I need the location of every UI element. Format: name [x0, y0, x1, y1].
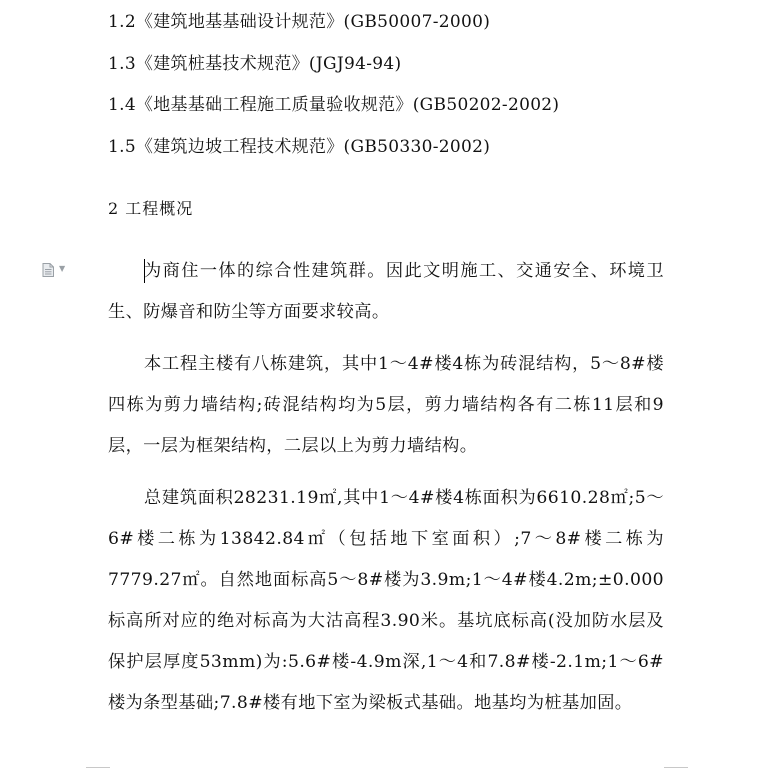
section-heading: 2 工程概况	[108, 199, 194, 218]
chevron-down-icon[interactable]: ▼	[59, 264, 66, 273]
body-paragraph: 本工程主楼有八栋建筑，其中1～4#楼4栋为砖混结构，5～8#楼四栋为剪力墙结构;砖混结构均为5层，剪力墙结构各有二栋11层和9层，一层为框架结构，二层以上为剪力墙结构。	[108, 354, 664, 456]
body-paragraph: 为商住一体的综合性建筑群。因此文明施工、交通安全、环境卫生、防爆音和防尘等方面要求较高。	[108, 261, 664, 322]
reference-item: 1.4《地基基础工程施工质量验收规范》(GB50202-2002)	[108, 95, 560, 115]
reference-item: 1.3《建筑桩基技术规范》(JGJ94-94)	[108, 54, 402, 74]
page-corner-mark	[664, 767, 688, 768]
document-icon[interactable]	[42, 263, 54, 277]
page-corner-mark	[86, 767, 110, 768]
body-paragraph: 总建筑面积28231.19㎡,其中1～4#楼4栋面积为6610.28㎡;5～6#楼二栋为13842.84㎡（包括地下室面积）;7～8#楼二栋为7779.27㎡。自然地面标高5～8#楼为3.9m;1～4#楼4.2m;±0.000标高所对应的绝对标高为大沽高程3.90米。基坑底标高(没加防水层及保护层厚度53mm)为:5.6#楼-4.9m深,1～4和7.8#楼-2.1m;1～6#楼为条型基础;7.8#楼有地下室为梁板式基础。地基均为桩基加固。	[108, 488, 664, 713]
reference-item: 1.5《建筑边坡工程技术规范》(GB50330-2002)	[108, 137, 491, 157]
reference-item: 1.2《建筑地基基础设计规范》(GB50007-2000)	[108, 12, 491, 32]
